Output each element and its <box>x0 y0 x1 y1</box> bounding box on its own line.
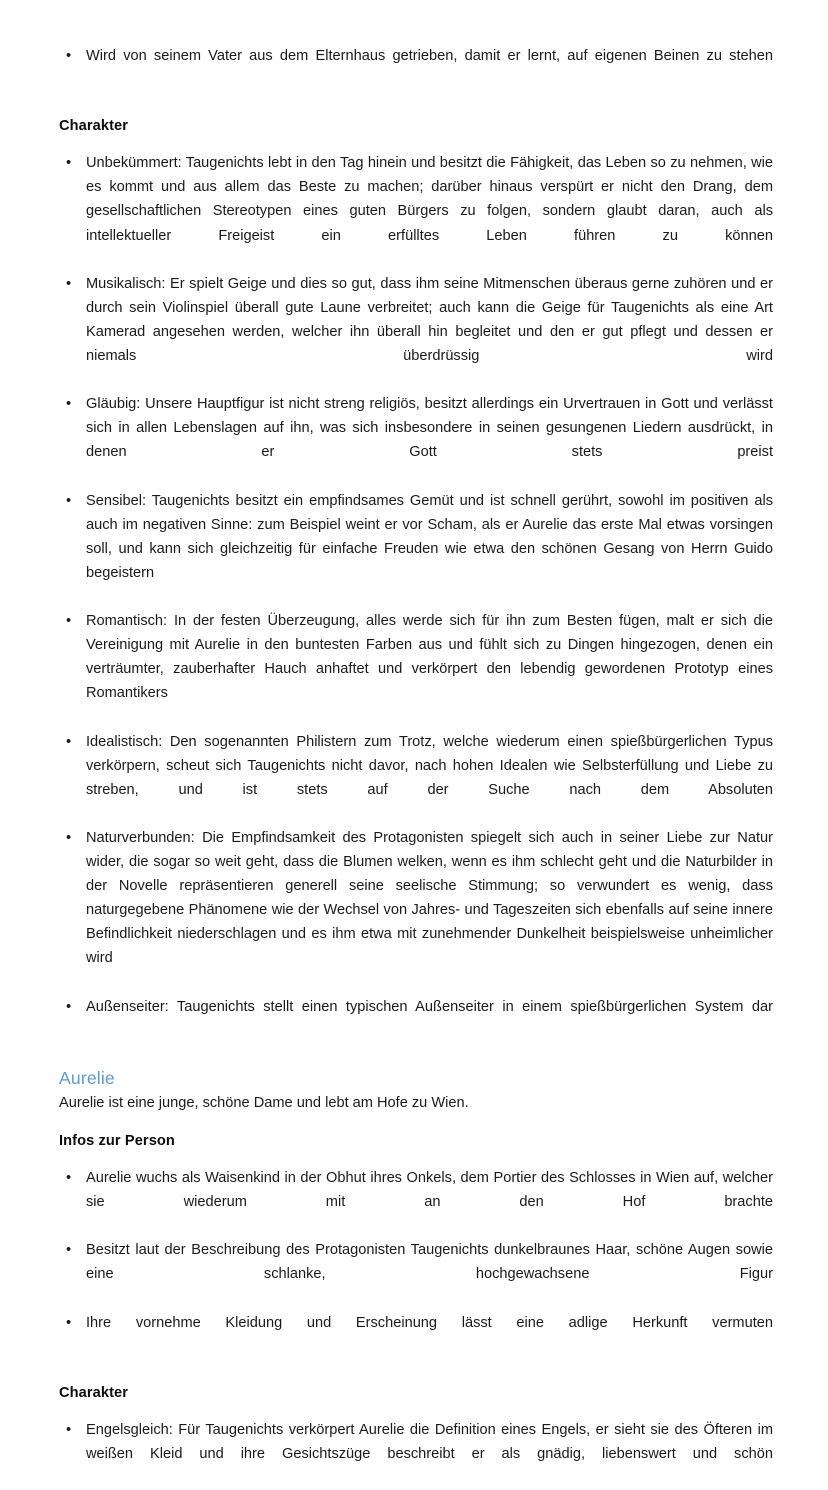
list-item <box>59 1311 773 1359</box>
list-item <box>59 730 773 826</box>
list-item <box>59 826 773 995</box>
bullet-icon: • <box>66 1242 72 1259</box>
heading-charakter-taugenichts: Charakter <box>59 118 129 135</box>
list-item-text: Außenseiter: Taugenichts stellt einen typischen Außenseiter in einem spießbürgerlichen System dar <box>86 998 773 1015</box>
list-item-text: Idealistisch: Den sogenannten Philistern zum Trotz, welche wiederum einen spießbürgerlichen Typus verkörpern, scheut sich Taugenichts nicht davor, nach hohen Idealen wie Selbsterfüllung und Liebe zu streben, und ist stets auf der Suche nach dem Absoluten <box>86 733 773 798</box>
list-item <box>59 392 773 488</box>
list-item-text: Ihre vornehme Kleidung und Erscheinung lässt eine adlige Herkunft vermuten <box>86 1314 773 1331</box>
list-item-text: Wird von seinem Vater aus dem Elternhaus getrieben, damit er lernt, auf eigenen Beinen zu stehen <box>86 48 773 64</box>
list-item-text: Besitzt laut der Beschreibung des Protagonisten Taugenichts dunkelbraunes Haar, schöne Augen sowie eine schlanke, hochgewachsene Figur <box>86 1242 773 1283</box>
heading-charakter-aurelie: Charakter <box>59 1384 129 1401</box>
aurelie-charakter-list <box>59 1418 773 1490</box>
list-item-text: Engelsgleich: Für Taugenichts verkörpert Aurelie die Definition eines Engels, er sieht sie des Öfteren im weißen Kleid und ihre Gesichtszüge beschreibt er als gnädig, liebenswert und schön <box>86 1421 773 1462</box>
list-item-text: Aurelie wuchs als Waisenkind in der Obhut ihres Onkels, dem Portier des Schlosses in Wien auf, welcher sie wiederum mit an den Hof brachte <box>86 1169 773 1211</box>
spacer <box>59 1359 773 1381</box>
list-item <box>59 489 773 609</box>
bullet-icon: • <box>66 1169 72 1186</box>
bullet-icon: • <box>66 829 72 846</box>
list-item <box>59 1238 773 1310</box>
spacer <box>59 92 773 114</box>
bullet-icon: • <box>66 396 72 413</box>
list-item <box>59 44 773 92</box>
list-item <box>59 272 773 392</box>
list-item-text: Sensibel: Taugenichts besitzt ein empfindsames Gemüt und ist schnell gerührt, sowohl im positiven als auch im negativen Sinne: zum Beispiel weint er vor Scham, als er Aurelie das erste Mal etwas vorsingen soll, und kann sich gleichzeitig für einfache Freuden wie etwa den schönen Gesang von Herrn Guido begeistern <box>86 492 773 581</box>
aurelie-infos-list <box>59 1166 773 1359</box>
spacer <box>59 1043 773 1066</box>
taugenichts-charakter-list <box>59 151 773 1042</box>
bullet-icon: • <box>66 492 72 509</box>
list-item-text: Unbekümmert: Taugenichts lebt in den Tag hinein und besitzt die Fähigkeit, das Leben so zu nehmen, wie es kommt und aus allem das Beste zu machen; darüber hinaus verspürt er nicht den Drang, dem gesellschaftlichen Stereotypen eines guten Bürgers zu folgen, sondern glaubt daran, auch als intellektueller Freigeist ein erfülltes Leben führen zu können <box>86 155 773 244</box>
list-item <box>59 995 773 1043</box>
spacer <box>59 1153 773 1166</box>
list-item <box>59 151 773 271</box>
bullet-icon: • <box>66 155 72 172</box>
heading-aurelie: Aurelie <box>59 1067 115 1088</box>
aurelie-intro-paragraph: Aurelie ist eine junge, schöne Dame und lebt am Hofe zu Wien. <box>59 1094 469 1111</box>
bullet-icon: • <box>66 275 72 292</box>
spacer <box>59 138 773 151</box>
bullet-icon: • <box>66 613 72 630</box>
list-item <box>59 609 773 729</box>
list-item-text: Naturverbunden: Die Empfindsamkeit des Protagonisten spiegelt sich auch in seiner Liebe zur Natur wider, die sogar so weit geht, dass die Blumen welken, wenn es ihm schlecht geht und die Naturbilder in der Novelle repräsentieren generell seine seelische Stimmung; so verwundert es wenig, dass naturgegebene Phänomene wie der Wechsel von Jahres- und Tageszeiten sich ebenfalls auf seine innere Befindlichkeit niederschlagen und es ihm etwa mit zunehmender Dunkelheit beispielsweise unheimlicher wird <box>86 829 773 967</box>
spacer <box>59 1115 773 1129</box>
list-item <box>59 1418 773 1490</box>
bullet-icon: • <box>66 1314 72 1331</box>
top-bullet-list <box>59 44 773 92</box>
bullet-icon: • <box>66 998 72 1015</box>
list-item-text: Gläubig: Unsere Hauptfigur ist nicht streng religiös, besitzt allerdings ein Urvertrauen in Gott und verlässt sich in allen Lebenslagen auf ihn, was sich insbesondere in seinen gesungenen Liedern ausdrückt, in denen er Gott stets preist <box>86 396 773 461</box>
document-body <box>59 44 773 1490</box>
spacer <box>59 1405 773 1418</box>
bullet-icon: • <box>66 48 72 64</box>
list-item-text: Romantisch: In der festen Überzeugung, alles werde sich für ihn zum Besten fügen, malt er sich die Vereinigung mit Aurelie in den buntesten Farben aus und fühlt sich zu Dingen hingezogen, denen ein verträumter, zauberhafter Hauch anhaftet und verkörpert den lebendig gewordenen Prototyp eines Romantikers <box>86 613 773 702</box>
list-item-text: Musikalisch: Er spielt Geige und dies so gut, dass ihm seine Mitmenschen überaus gerne zuhören und er durch sein Violinspiel überall gute Laune verbreitet; auch kann die Geige für Taugenichts als eine Art Kamerad angesehen werden, welcher ihn überall hin begleitet und den er gut pflegt und dessen er niemals überdrüssig wird <box>86 275 773 365</box>
heading-infos-zur-person: Infos zur Person <box>59 1132 175 1149</box>
bullet-icon: • <box>66 733 72 750</box>
bullet-icon: • <box>66 1421 72 1438</box>
list-item <box>59 1166 773 1238</box>
